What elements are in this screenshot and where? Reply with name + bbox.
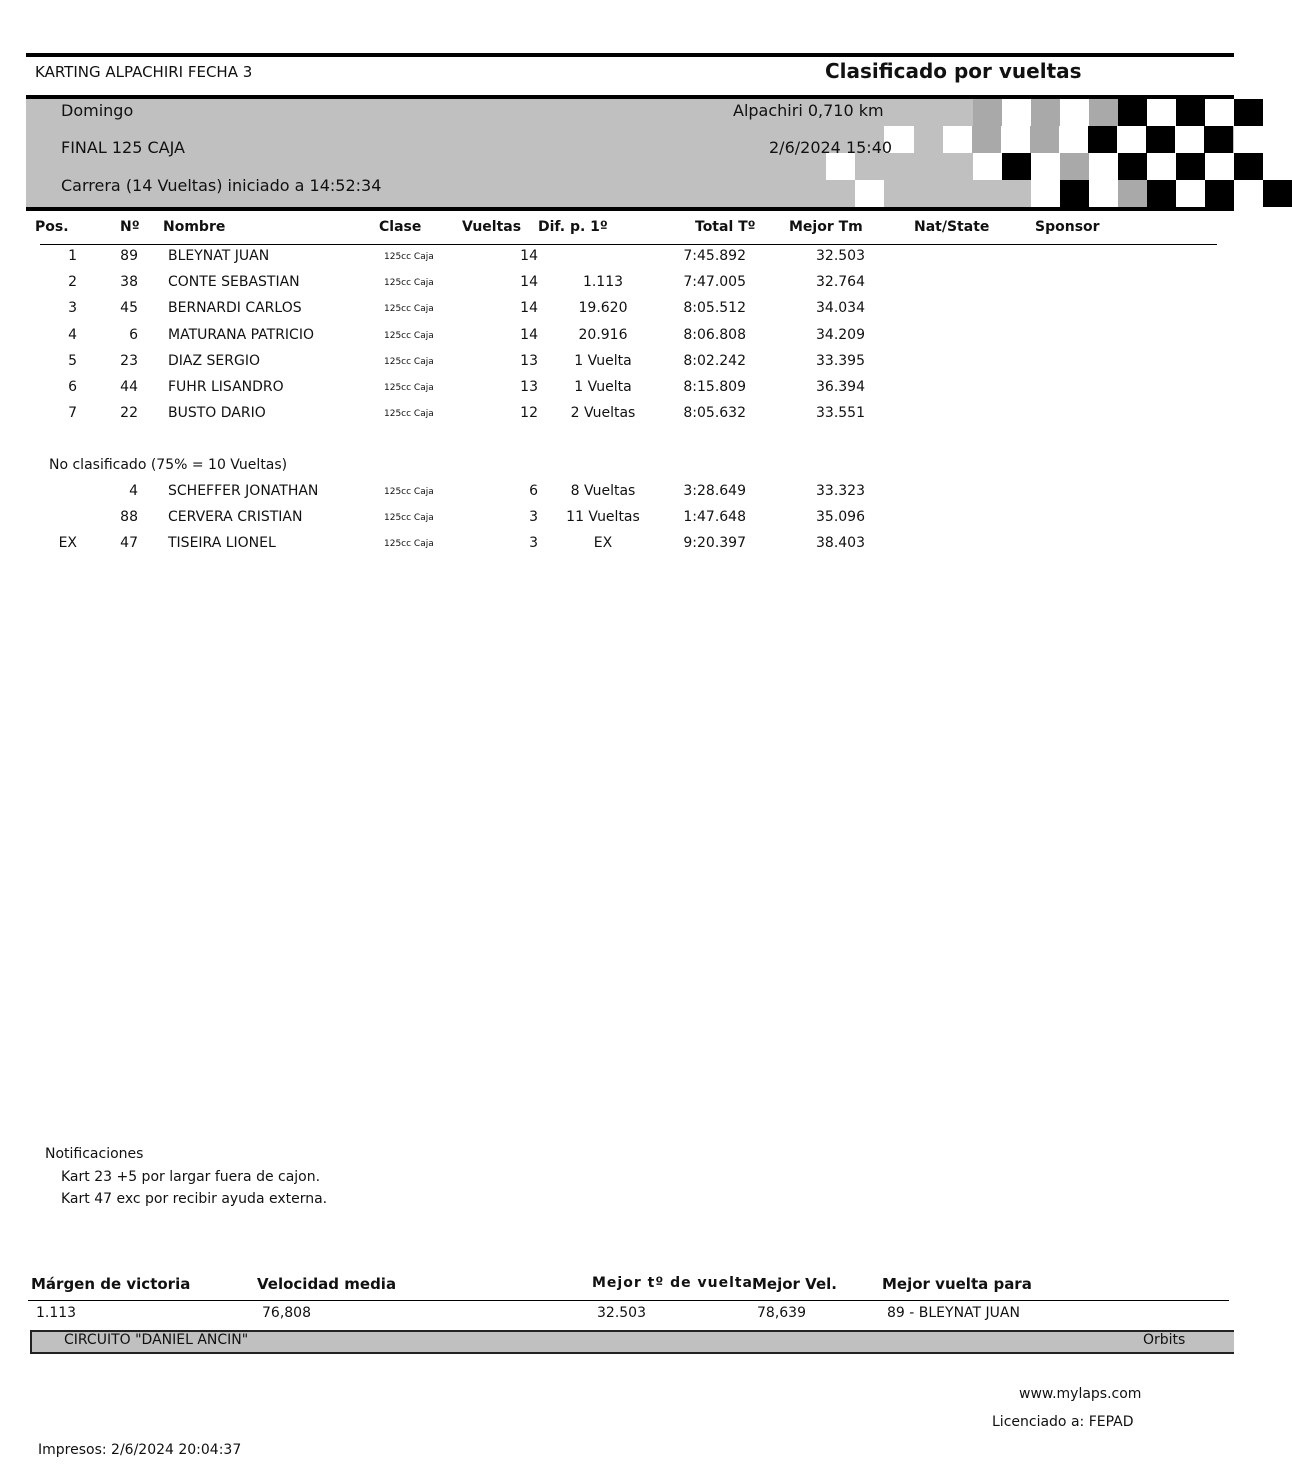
cell-class: 125cc Caja xyxy=(384,356,434,367)
flag-square xyxy=(1205,99,1234,126)
printed-timestamp: Impresos: 2/6/2024 20:04:37 xyxy=(38,1442,242,1458)
cell-total-time: 8:05.632 xyxy=(683,405,746,422)
flag-square xyxy=(1059,126,1088,153)
flag-square xyxy=(1118,153,1147,180)
cell-best-time: 34.209 xyxy=(816,326,865,343)
cell-class: 125cc Caja xyxy=(384,330,434,341)
cell-laps: 13 xyxy=(520,352,538,369)
col-header-name: Nombre xyxy=(163,219,226,235)
cell-number: 44 xyxy=(120,379,138,395)
circuit-name: CIRCUITO "DANIEL ANCIN" xyxy=(64,1332,249,1348)
race-datetime: 2/6/2024 15:40 xyxy=(769,138,893,157)
cell-total-time: 8:06.808 xyxy=(683,326,746,343)
flag-square xyxy=(1147,99,1176,126)
cell-pos: 7 xyxy=(68,405,77,422)
average-speed-value: 76,808 xyxy=(262,1305,311,1321)
col-header-gap: Dif. p. 1º xyxy=(538,219,608,235)
flag-square xyxy=(943,126,972,153)
flag-square xyxy=(1205,180,1234,207)
report-title: Clasificado por vueltas xyxy=(825,59,1082,83)
best-speed-label: Mejor Vel. xyxy=(752,1275,837,1293)
cell-gap: 1 Vuelta xyxy=(574,379,632,395)
flag-square xyxy=(1234,180,1263,207)
cell-class: 125cc Caja xyxy=(384,278,434,289)
flag-square xyxy=(1089,99,1118,126)
cell-best-time: 35.096 xyxy=(816,509,865,525)
cell-total-time: 3:28.649 xyxy=(683,483,746,499)
cell-total-time: 8:02.242 xyxy=(683,352,746,369)
cell-driver-name: BERNARDI CARLOS xyxy=(168,300,302,317)
average-speed-label: Velocidad media xyxy=(257,1275,397,1293)
flag-square xyxy=(1001,126,1030,153)
header-band xyxy=(26,99,1234,207)
flag-square xyxy=(1176,99,1205,126)
notification-item: Kart 23 +5 por largar fuera de cajon. xyxy=(61,1169,321,1185)
flag-square xyxy=(1117,126,1146,153)
flag-square xyxy=(1031,153,1060,180)
cell-best-time: 34.034 xyxy=(816,300,865,317)
col-header-nat-state: Nat/State xyxy=(914,219,990,235)
margin-of-victory-label: Márgen de victoria xyxy=(31,1275,191,1293)
cell-pos: EX xyxy=(58,535,77,551)
cell-number: 38 xyxy=(120,274,138,291)
cell-total-time: 1:47.648 xyxy=(683,509,746,525)
cell-total-time: 8:05.512 xyxy=(683,300,746,317)
top-rule xyxy=(26,53,1234,57)
cell-number: 89 xyxy=(120,248,138,264)
cell-class: 125cc Caja xyxy=(384,304,434,315)
cell-laps: 14 xyxy=(520,326,538,343)
cell-laps: 14 xyxy=(520,248,538,264)
flag-square xyxy=(972,126,1001,153)
cell-class: 125cc Caja xyxy=(384,487,434,497)
cell-laps: 12 xyxy=(520,405,538,422)
band-bottom-rule xyxy=(26,207,1234,211)
best-lap-for-label: Mejor vuelta para xyxy=(882,1275,1032,1293)
flag-square xyxy=(1176,180,1205,207)
orbits-label: Orbits xyxy=(1143,1332,1186,1348)
col-header-total-time: Total Tº xyxy=(695,219,756,235)
flag-square xyxy=(973,153,1002,180)
col-header-best-time: Mejor Tm xyxy=(789,219,863,235)
not-classified-label: No clasificado (75% = 10 Vueltas) xyxy=(49,457,288,473)
best-lap-time-value: 32.503 xyxy=(597,1305,646,1321)
flag-square xyxy=(1118,99,1147,126)
flag-square xyxy=(1175,126,1204,153)
cell-number: 4 xyxy=(129,483,138,499)
cell-class: 125cc Caja xyxy=(384,409,434,420)
cell-number: 22 xyxy=(120,405,138,422)
cell-laps: 14 xyxy=(520,300,538,317)
col-header-sponsor: Sponsor xyxy=(1035,219,1100,235)
cell-driver-name: FUHR LISANDRO xyxy=(168,379,284,395)
flag-square xyxy=(1089,153,1118,180)
flag-square xyxy=(1146,126,1175,153)
notification-item: Kart 47 exc por recibir ayuda externa. xyxy=(61,1191,328,1207)
flag-square xyxy=(1088,126,1117,153)
cell-driver-name: CONTE SEBASTIAN xyxy=(168,274,300,291)
flag-square xyxy=(1234,99,1263,126)
cell-number: 23 xyxy=(120,352,138,369)
flag-square xyxy=(1205,153,1234,180)
flag-square xyxy=(1147,153,1176,180)
table-header-rule xyxy=(40,244,1217,245)
cell-gap: 1.113 xyxy=(582,274,624,291)
cell-total-time: 9:20.397 xyxy=(683,535,746,551)
margin-of-victory-value: 1.113 xyxy=(36,1305,77,1321)
flag-square xyxy=(1204,126,1233,153)
cell-gap: 20.916 xyxy=(578,326,628,343)
cell-class: 125cc Caja xyxy=(384,383,434,393)
cell-laps: 3 xyxy=(529,535,538,551)
track-info: Alpachiri 0,710 km xyxy=(733,101,884,120)
cell-best-time: 33.395 xyxy=(816,352,865,369)
cell-number: 6 xyxy=(129,326,138,343)
cell-gap: 8 Vueltas xyxy=(570,483,636,499)
licensed-to: Licenciado a: FEPAD xyxy=(992,1414,1134,1430)
cell-best-time: 36.394 xyxy=(816,379,865,395)
cell-driver-name: CERVERA CRISTIAN xyxy=(168,509,303,525)
cell-pos: 6 xyxy=(68,379,77,395)
cell-laps: 6 xyxy=(529,483,538,499)
col-header-pos: Pos. xyxy=(35,219,69,235)
cell-total-time: 7:47.005 xyxy=(683,274,746,291)
cell-laps: 13 xyxy=(520,379,538,395)
cell-pos: 4 xyxy=(68,326,77,343)
flag-square xyxy=(1118,180,1147,207)
cell-pos: 2 xyxy=(68,274,77,291)
flag-square xyxy=(1089,180,1118,207)
session-name: FINAL 125 CAJA xyxy=(61,138,185,157)
cell-class: 125cc Caja xyxy=(384,539,434,549)
cell-pos: 1 xyxy=(68,248,77,264)
cell-laps: 3 xyxy=(529,509,538,525)
flag-square xyxy=(1263,180,1292,207)
col-header-class: Clase xyxy=(379,219,422,235)
best-speed-value: 78,639 xyxy=(757,1305,806,1321)
col-header-laps: Vueltas xyxy=(462,219,522,235)
cell-driver-name: BLEYNAT JUAN xyxy=(168,248,270,264)
cell-best-time: 38.403 xyxy=(816,535,865,551)
cell-best-time: 32.503 xyxy=(816,248,865,264)
cell-total-time: 8:15.809 xyxy=(683,379,746,395)
flag-square xyxy=(973,99,1002,126)
cell-gap: EX xyxy=(593,535,613,551)
flag-square xyxy=(1060,99,1089,126)
cell-driver-name: BUSTO DARIO xyxy=(168,405,266,422)
flag-square xyxy=(1030,126,1059,153)
cell-driver-name: TISEIRA LIONEL xyxy=(168,535,276,551)
flag-square xyxy=(855,180,884,207)
cell-driver-name: SCHEFFER JONATHAN xyxy=(168,483,319,499)
flag-square xyxy=(1031,99,1060,126)
flag-square xyxy=(1176,153,1205,180)
notifications-title: Notificaciones xyxy=(45,1146,144,1162)
cell-best-time: 33.323 xyxy=(816,483,865,499)
cell-gap: 2 Vueltas xyxy=(570,405,636,422)
cell-laps: 14 xyxy=(520,274,538,291)
flag-square xyxy=(1031,180,1060,207)
best-lap-for-value: 89 - BLEYNAT JUAN xyxy=(887,1305,1020,1321)
cell-driver-name: DIAZ SERGIO xyxy=(168,352,260,369)
flag-square xyxy=(1234,153,1263,180)
website-link[interactable]: www.mylaps.com xyxy=(1019,1386,1142,1402)
cell-best-time: 33.551 xyxy=(816,405,865,422)
cell-gap: 11 Vueltas xyxy=(566,509,640,525)
cell-number: 88 xyxy=(120,509,138,525)
cell-pos: 3 xyxy=(68,300,77,317)
circuit-band xyxy=(30,1330,1234,1354)
race-info: Carrera (14 Vueltas) iniciado a 14:52:34 xyxy=(61,176,382,195)
cell-total-time: 7:45.892 xyxy=(683,248,746,264)
cell-gap: 19.620 xyxy=(578,300,628,317)
col-header-number: Nº xyxy=(120,219,140,235)
best-lap-time-label: Mejor tº de vuelta xyxy=(592,1275,754,1291)
summary-rule xyxy=(28,1300,1229,1301)
flag-square xyxy=(1060,153,1089,180)
flag-square xyxy=(1060,180,1089,207)
flag-square xyxy=(1002,153,1031,180)
cell-gap: 1 Vuelta xyxy=(574,352,632,369)
cell-best-time: 32.764 xyxy=(816,274,865,291)
cell-driver-name: MATURANA PATRICIO xyxy=(168,326,314,343)
cell-number: 47 xyxy=(120,535,138,551)
cell-class: 125cc Caja xyxy=(384,252,434,262)
cell-class: 125cc Caja xyxy=(384,513,434,523)
cell-number: 45 xyxy=(120,300,138,317)
flag-square xyxy=(826,153,855,180)
session-day: Domingo xyxy=(61,101,134,120)
cell-pos: 5 xyxy=(68,352,77,369)
flag-square xyxy=(1002,99,1031,126)
flag-square xyxy=(1147,180,1176,207)
event-title: KARTING ALPACHIRI FECHA 3 xyxy=(35,63,253,81)
